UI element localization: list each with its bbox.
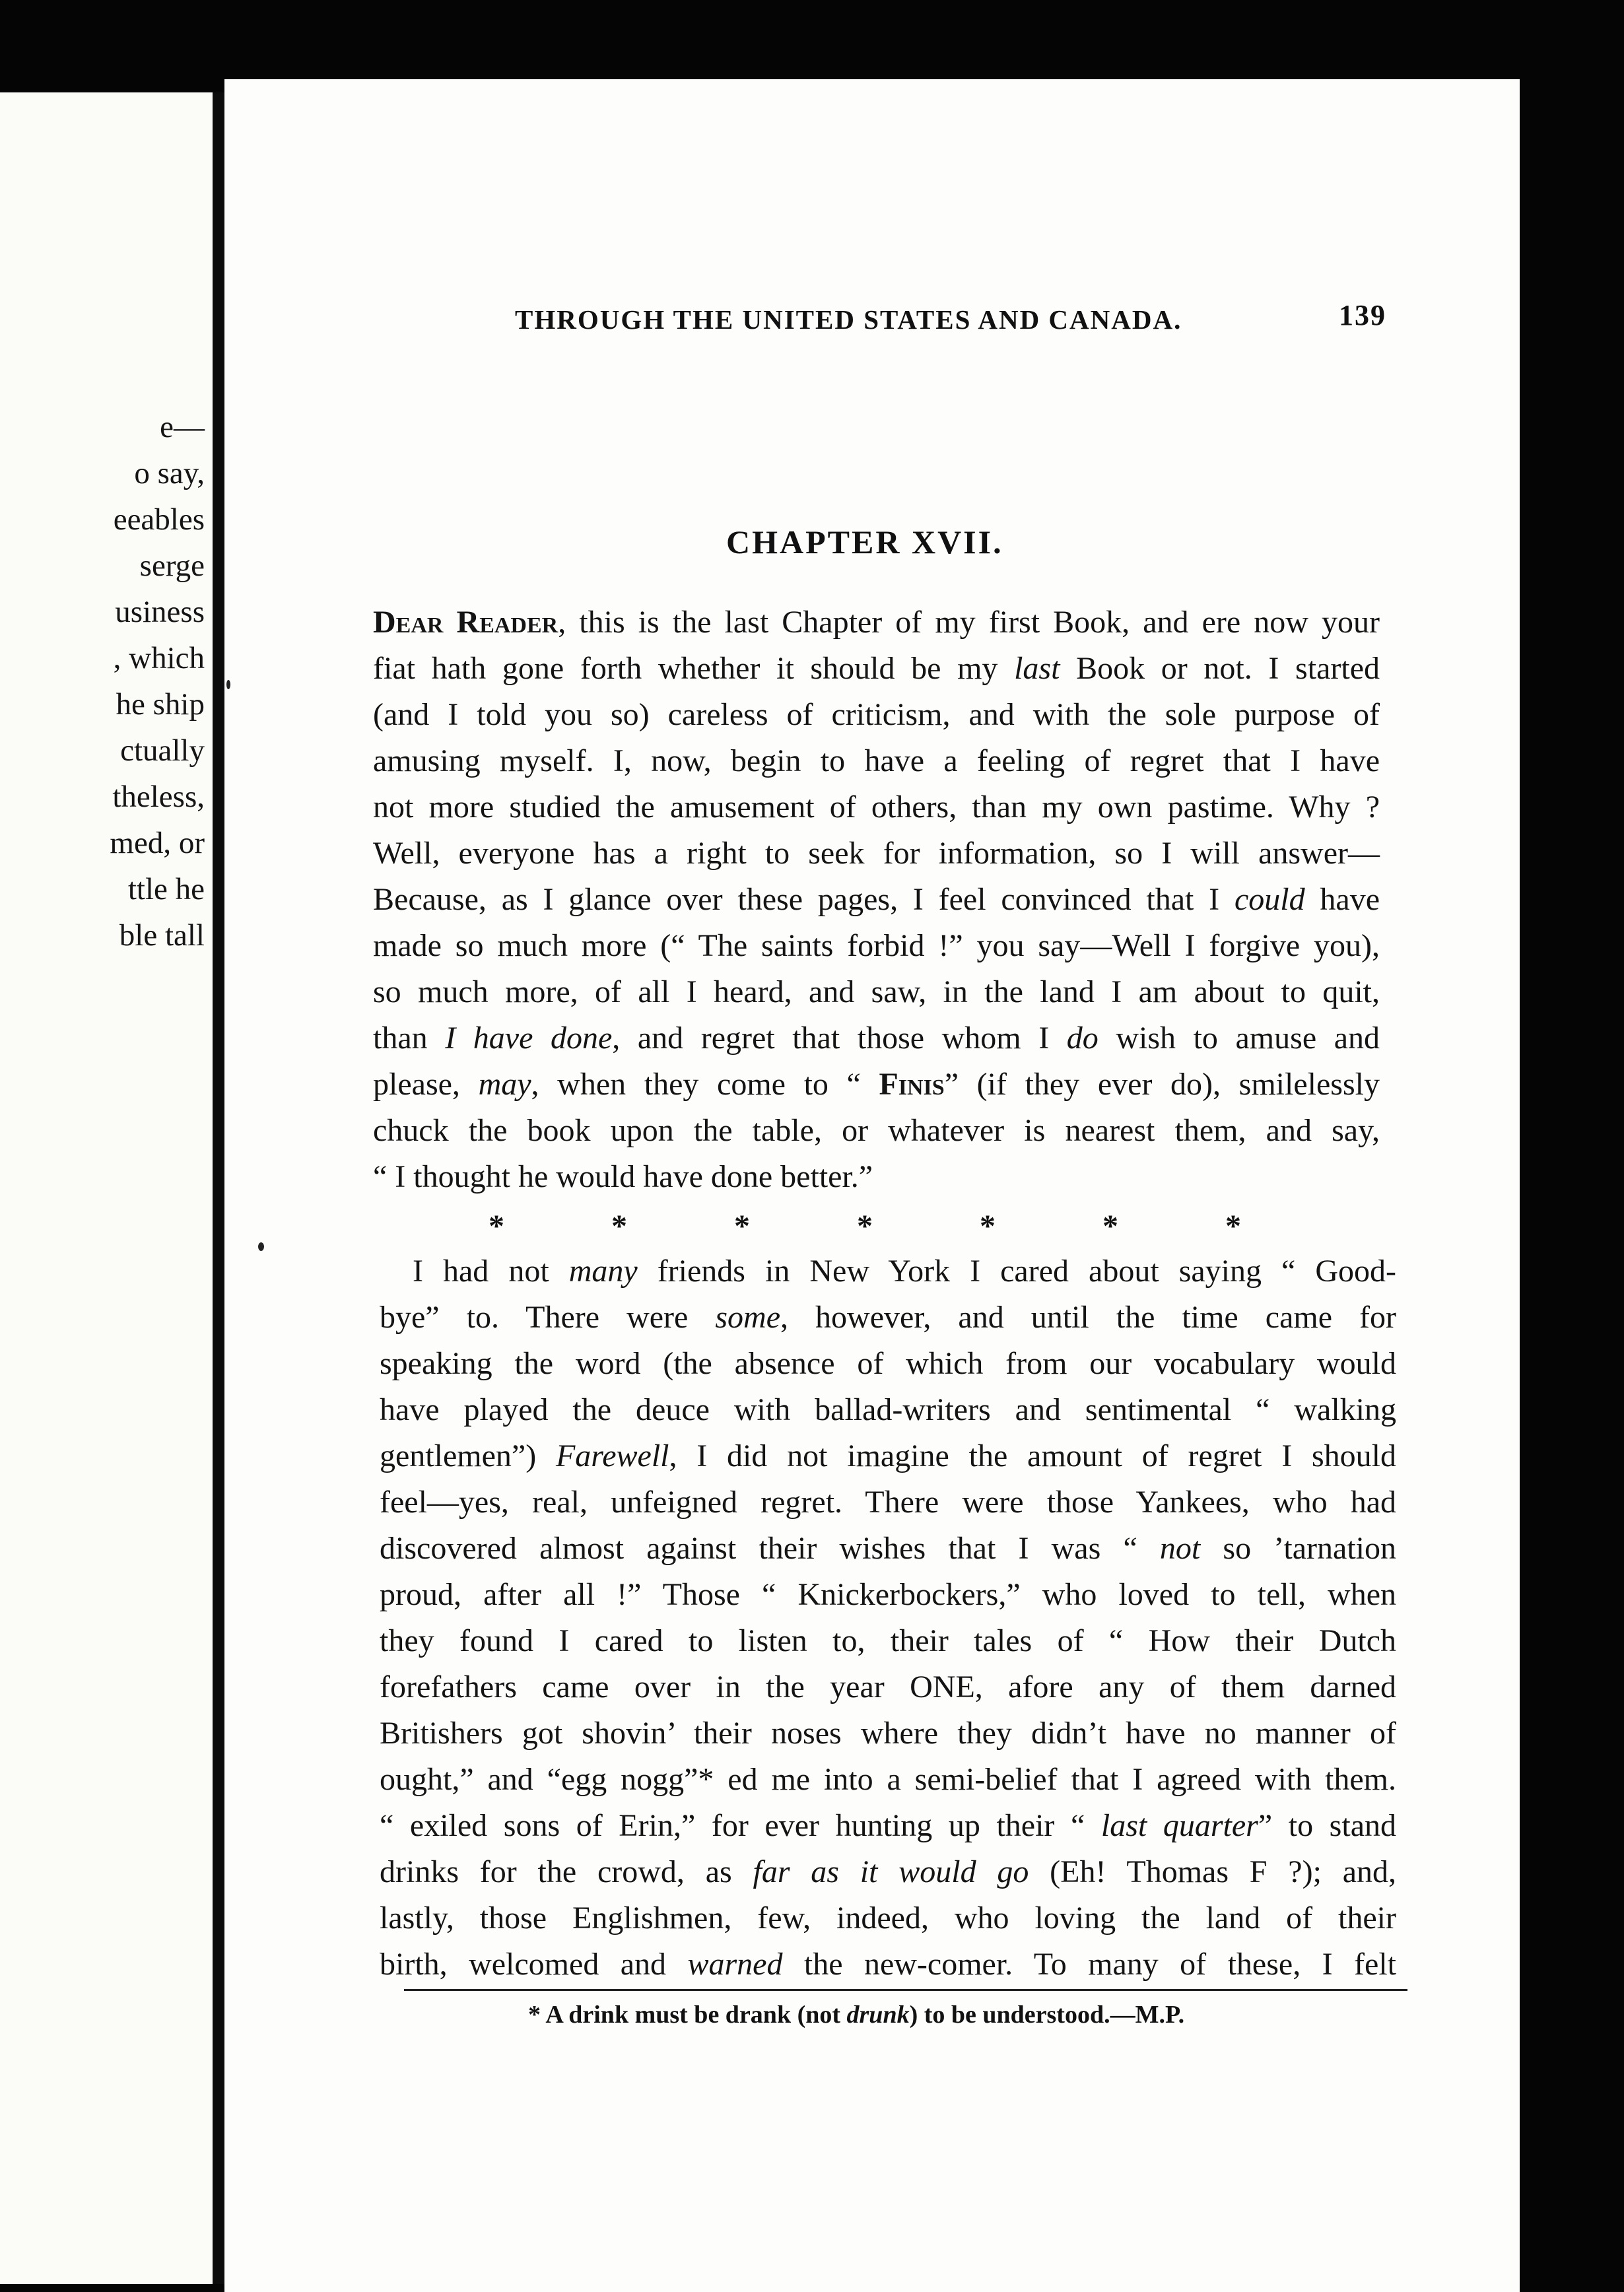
text-line: than I have done, and regret that those whom I do wish to amuse and [373, 1021, 1380, 1056]
italic-text: drunk [846, 2001, 910, 2029]
text-line: “ exiled sons of Erin,” for ever hunting up their “ last quarter” to stand [380, 1808, 1397, 1843]
italic-text: not [1159, 1531, 1201, 1566]
text-line: proud, after all !” Those “ Knickerbockers,” who loved to tell, when [380, 1577, 1396, 1612]
left-page-fragment: usiness [115, 595, 205, 629]
italic-text: some [715, 1300, 781, 1335]
italic-text: many [568, 1254, 638, 1289]
text-line: Because, as I glance over these pages, I feel convinced that I could have [373, 882, 1380, 917]
page-number: 139 [1339, 299, 1386, 331]
text-line: they found I cared to listen to, their tales of “ How their Dutch [380, 1623, 1396, 1658]
left-page-fragment: ble tall [119, 918, 205, 953]
text-line: gentlemen”) Farewell, I did not imagine the amount of regret I should [380, 1438, 1396, 1473]
chapter-title: CHAPTER XVII. [726, 523, 1003, 560]
left-page-fragment: serge [139, 549, 205, 583]
small-caps-text: Finis [879, 1067, 945, 1102]
text-line: birth, welcomed and warned the new-comer. To many of these, I felt [380, 1947, 1396, 1982]
scan-speck [258, 1242, 264, 1251]
left-page-fragment: theless, [112, 780, 205, 814]
text-line: please, may, when they come to “ Finis” (if they ever do), smilelessly [373, 1067, 1380, 1102]
text-line: made so much more (“ The saints forbid !” you say—Well I forgive you), [373, 928, 1380, 963]
italic-text: Farewell [555, 1438, 669, 1473]
section-separator: * * * * * * * [489, 1209, 1241, 1244]
book-gutter [213, 92, 224, 2284]
left-page-fragment: he ship [116, 687, 205, 722]
left-page-fragment: eeables [113, 502, 205, 537]
italic-text: I have done [445, 1021, 613, 1056]
text-line: ought,” and “egg nogg”* ed me into a semi-belief that I agreed with them. [380, 1762, 1396, 1797]
text-line: Britishers got shovin’ their noses where they didn’t have no manner of [380, 1716, 1396, 1751]
italic-text: do [1066, 1021, 1099, 1056]
text-line: forefathers came over in the year ONE, afore any of them darned [380, 1669, 1396, 1704]
scan-border [1520, 66, 1624, 2292]
text-line: amusing myself. I, now, begin to have a feeling of regret that I have [373, 743, 1380, 778]
left-page-fragment: ctually [120, 733, 205, 768]
text-line: have played the deuce with ballad-writers and sentimental “ walking [380, 1392, 1396, 1427]
italic-text: warned [687, 1947, 783, 1982]
text-line: chuck the book upon the table, or whatever is nearest them, and say, [373, 1113, 1380, 1148]
left-page-edge [0, 92, 217, 2284]
left-page-fragment: ttle he [127, 872, 205, 906]
left-page-fragment: e— [160, 410, 205, 444]
left-page-fragment: o say, [134, 456, 205, 490]
left-page-fragment: med, or [110, 826, 205, 860]
text-line: feel—yes, real, unfeigned regret. There were those Yankees, who had [380, 1485, 1396, 1520]
left-page-fragment: , which [113, 641, 205, 675]
text-line: so much more, of all I heard, and saw, in the land I am about to quit, [373, 974, 1380, 1009]
text-line: “ I thought he would have done better.” [373, 1159, 873, 1194]
running-title: THROUGH THE UNITED STATES AND CANADA. [515, 304, 1182, 335]
text-line: speaking the word (the absence of which from our vocabulary would [380, 1346, 1396, 1381]
italic-text: last [1014, 651, 1060, 686]
text-line: bye” to. There were some, however, and until the time came for [380, 1300, 1397, 1335]
italic-text: may [478, 1067, 531, 1102]
italic-text: last quarter [1100, 1808, 1258, 1843]
text-line: drinks for the crowd, as far as it would go (Eh! Thomas F ?); and, [380, 1854, 1397, 1889]
text-line: lastly, those Englishmen, few, indeed, who loving the land of their [380, 1901, 1396, 1936]
text-line: (and I told you so) careless of criticism, and with the sole purpose of [373, 697, 1380, 732]
footnote-rule [404, 1989, 1407, 1991]
text-line: fiat hath gone forth whether it should be my last Book or not. I started [373, 651, 1380, 686]
italic-text: could [1234, 882, 1305, 917]
text-line: discovered almost against their wishes that I was “ not so ’tarnation [380, 1531, 1396, 1566]
text-line: not more studied the amusement of others, than my own pastime. Why ? [373, 790, 1380, 825]
footnote: * A drink must be drank (not drunk) to be understood.—M.P. [528, 2001, 1185, 2029]
italic-text: far as it would go [753, 1854, 1029, 1889]
scan-speck [226, 680, 230, 689]
small-caps-text: Dear Reader [373, 605, 558, 640]
text-line: I had not many friends in New York I cared about saying “ Good- [413, 1254, 1397, 1289]
text-line: Dear Reader, this is the last Chapter of my first Book, and ere now your [373, 605, 1380, 640]
text-line: Well, everyone has a right to seek for information, so I will answer— [373, 836, 1380, 871]
